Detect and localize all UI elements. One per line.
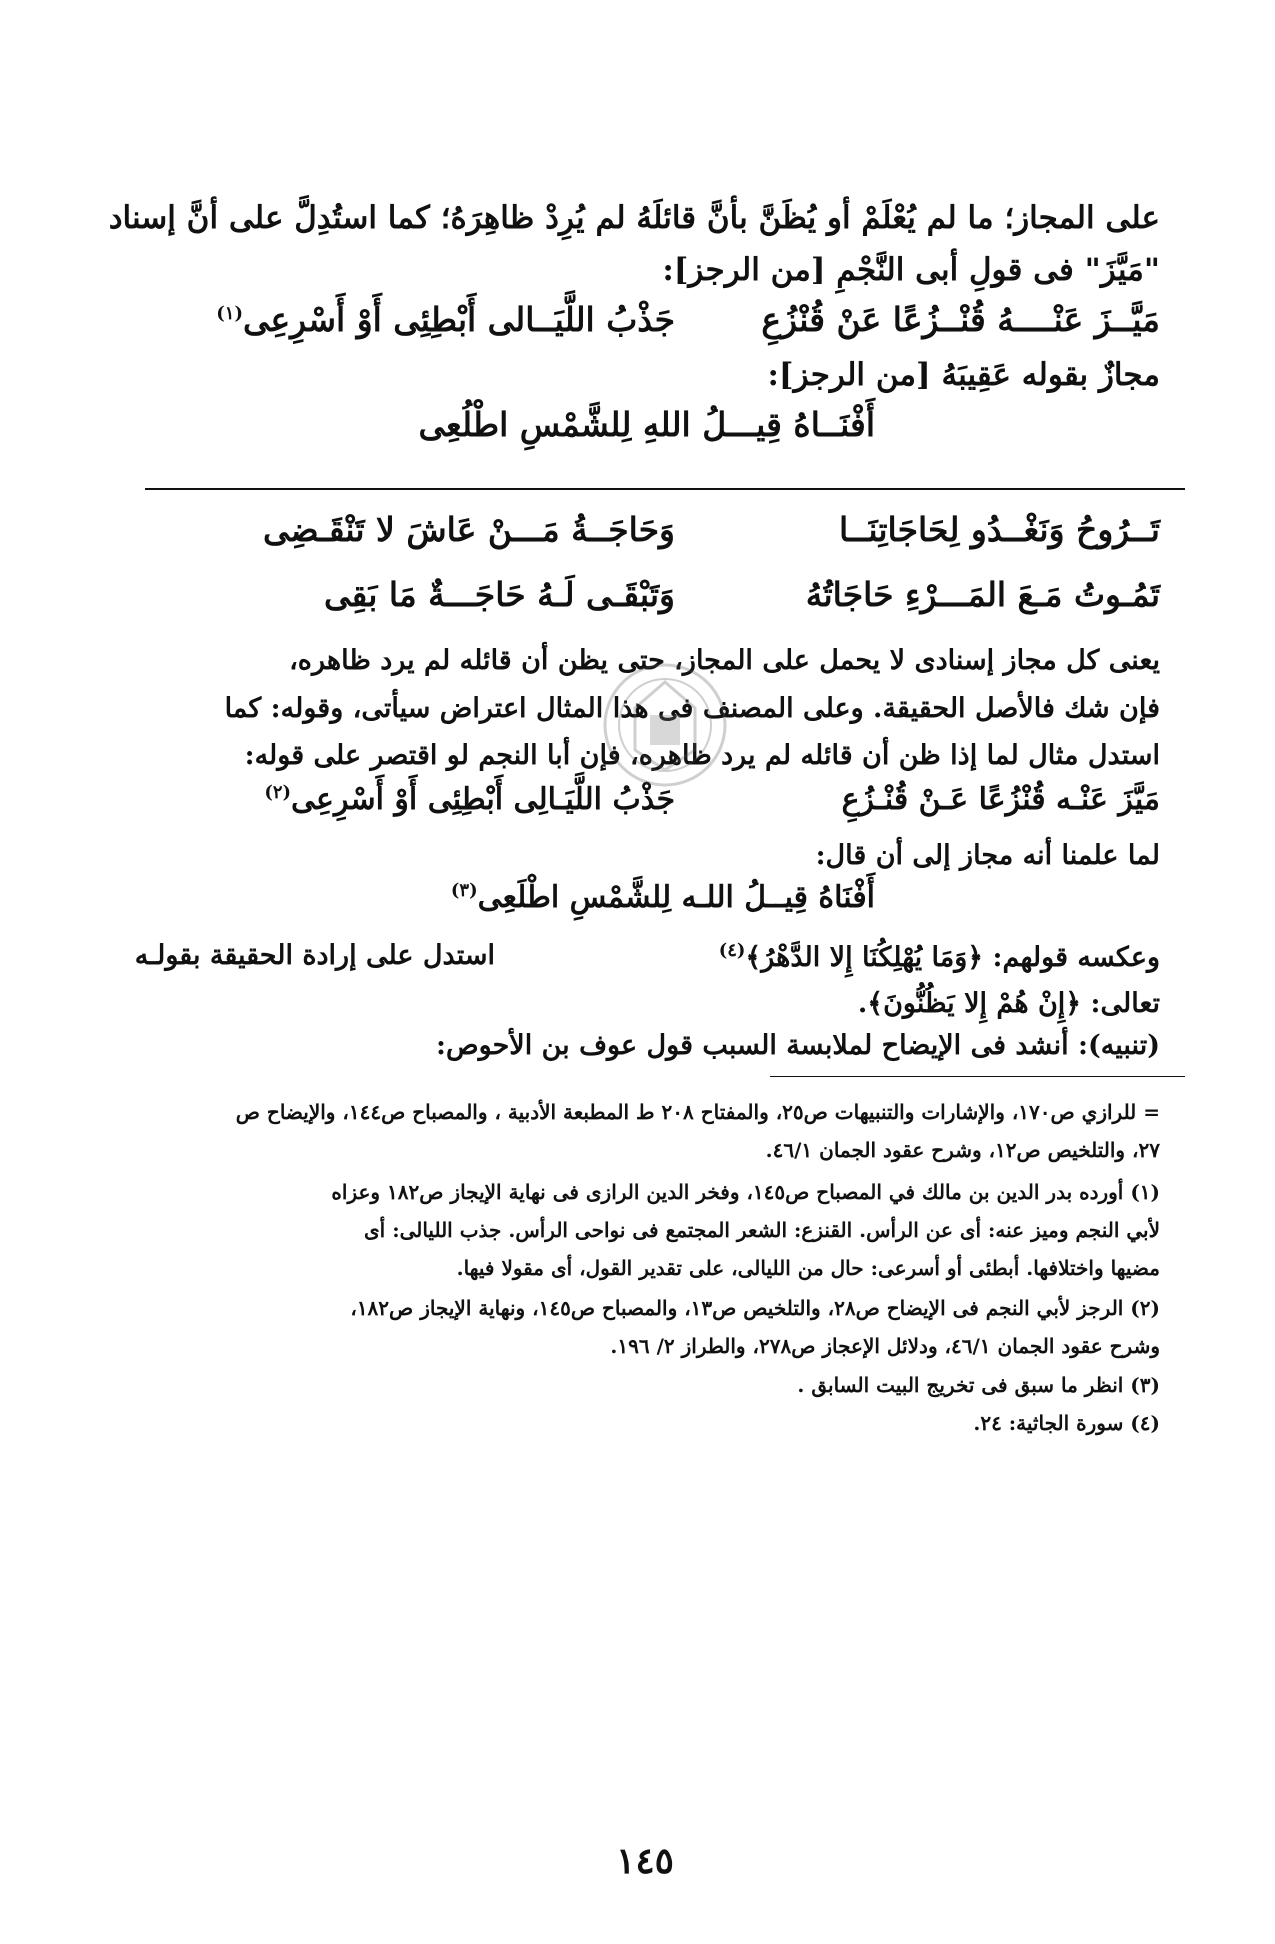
quran-quote-1: وعكسه قولهم: ﴿وَمَا يُهْلِكُنَا إِلا الدَّهْرُ﴾ bbox=[745, 942, 1160, 973]
verse-1-first-hemistich: مَيَّــزَ عَنْــــهُ قُنْــزُعًا عَنْ قُنْزُعِ bbox=[761, 300, 1160, 339]
main-line-1: على المجاز؛ ما لم يُعْلَمْ أو يُظَنَّ بأنَّ قائلَهُ لم يُرِدْ ظاهِرَهُ؛ كما استُدِلَّ على أنَّ إسناد bbox=[108, 200, 1160, 236]
footnote-line-8: (٣) انظر ما سبق فى تخريج البيت السابق . bbox=[797, 1373, 1160, 1397]
commentary-line-3: استدل مثال لما إذا ظن أن قائله لم يرد ظاهره، فإن أبا النجم لو اقتصر على قوله: bbox=[244, 740, 1160, 771]
footnote-line-3: (١) أورده بدر الدين بن مالك في المصباح ص١٤٥، وفخر الدين الرازى فى نهاية الإيجاز ص١٨٢ وعزاه bbox=[331, 1180, 1160, 1204]
commentary-line-1: يعنى كل مجاز إسنادى لا يحمل على المجاز، حتى يظن أن قائله لم يرد ظاهره، bbox=[289, 645, 1160, 676]
page-number: ١٤٥ bbox=[615, 1840, 674, 1882]
footnote-ref-1: (١) bbox=[216, 303, 243, 324]
commentary-line-7: (تنبيه): أنشد فى الإيضاح لملابسة السبب قول عوف بن الأحوص: bbox=[436, 1030, 1160, 1061]
verse-4-first-hemistich: تَمُـوتُ مَـعَ المَـــرْءِ حَاجَاتُهُ bbox=[805, 575, 1160, 614]
footnote-line-4: لأبي النجم وميز عنه: أى عن الرأس. القنزع: الشعر المجتمع فى نواحى الرأس. جذب الليالى: أى bbox=[364, 1218, 1160, 1242]
verse-2: أَفْنَــاهُ قِيـــلُ اللهِ لِلشَّمْسِ اطْلُعِى bbox=[418, 405, 875, 444]
verse-4-second-hemistich: وَتَبْقَـى لَـهُ حَاجَـــةٌ مَا بَقِى bbox=[324, 575, 675, 614]
footnote-line-9: (٤) سورة الجاثية: ٢٤. bbox=[973, 1411, 1160, 1435]
footnote-line-2: ٢٧، والتلخيص ص١٢، وشرح عقود الجمان ٤٦/١. bbox=[765, 1138, 1160, 1162]
commentary-line-6: تعالى: ﴿إِنْ هُمْ إِلا يَظُنُّونَ﴾. bbox=[857, 988, 1160, 1019]
commentary-verse-2-text: أَفْنَاهُ قِيــلُ اللـه لِلشَّمْسِ اطْلَعِى bbox=[477, 880, 875, 915]
footnote-line-1: = للرازي ص١٧٠، والإشارات والتنبيهات ص٢٥، والمفتاح ٢٠٨ ط المطبعة الأدبية ، والمصباح ص١٤٤، والإيضاح ص bbox=[235, 1100, 1160, 1124]
section-divider bbox=[145, 488, 1185, 490]
commentary-verse-first-hemistich: مَيَّزَ عَنْـه قُنْزُعًا عَـنْ قُنْـزُعِ bbox=[841, 782, 1160, 817]
verse-1-second-text: جَذْبُ اللَّيَــالى أَبْطِئِى أَوْ أَسْرِعِى bbox=[242, 300, 675, 339]
commentary-line-4: لما علمنا أنه مجاز إلى أن قال: bbox=[815, 840, 1160, 871]
commentary-verse-second-text: جَذْبُ اللَّيَـالِى أَبْطِئِى أَوْ أَسْرِعِى bbox=[291, 782, 675, 817]
footnote-line-6: (٢) الرجز لأبي النجم فى الإيضاح ص٢٨، والتلخيص ص١٣، والمصباح ص١٤٥، ونهاية الإيجاز ص١٨٢، bbox=[350, 1296, 1160, 1320]
commentary-line-5a bbox=[719, 940, 1160, 973]
verse-3-first-hemistich: تَــرُوحُ وَنَغْــدُو لِحَاجَاتِنَــا bbox=[839, 510, 1160, 549]
main-line-2: "مَيَّزَ" فى قولِ أبى النَّجْمِ [من الرجز]: bbox=[662, 252, 1160, 288]
footnote-line-7: وشرح عقود الجمان ٤٦/١، ودلائل الإعجاز ص٢٧٨، والطراز ٢/ ١٩٦. bbox=[610, 1334, 1160, 1358]
commentary-line-5b: استدل على إرادة الحقيقة بقولـه bbox=[134, 940, 495, 971]
verse-3-second-hemistich: وَحَاجَــةُ مَـــنْ عَاشَ لا تَنْقَـضِى bbox=[262, 510, 675, 549]
footnote-ref-2: (٢) bbox=[264, 782, 292, 803]
verse-1-second-hemistich bbox=[216, 300, 675, 339]
commentary-verse-2 bbox=[451, 880, 875, 915]
commentary-line-2: فإن شك فالأصل الحقيقة. وعلى المصنف فى هذا المثال اعتراض سيأتى، وقوله: كما bbox=[224, 693, 1160, 724]
footnote-ref-3: (٣) bbox=[450, 880, 478, 901]
main-line-3: مجازٌ بقوله عَقِيبَهُ [من الرجز]: bbox=[767, 357, 1160, 393]
footnote-line-5: مضيها واختلافها. أبطئى أو أسرعى: حال من الليالى، على تقدير القول، أى مقولا فيها. bbox=[456, 1256, 1160, 1280]
footnote-divider bbox=[770, 1076, 1185, 1077]
library-seal-icon bbox=[600, 660, 730, 790]
footnote-ref-4: (٤) bbox=[718, 940, 746, 961]
